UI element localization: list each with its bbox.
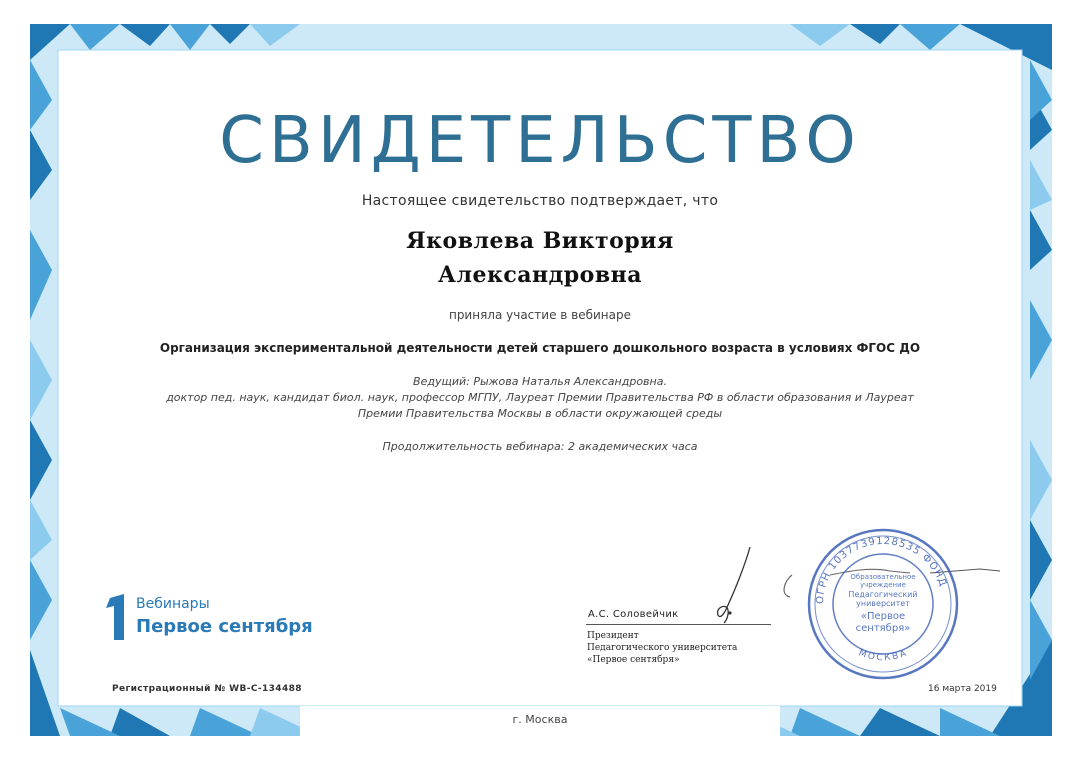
position-line3: «Первое сентября»	[587, 655, 680, 665]
stamp-line5: «Первое	[860, 611, 906, 622]
stamp-line4: университет	[856, 599, 910, 608]
logo-line1: Вебинары	[136, 596, 210, 612]
position-line2: Педагогического университета	[587, 643, 738, 653]
city-text: г. Москва	[512, 713, 568, 726]
signature-line	[586, 624, 771, 625]
official-stamp	[806, 527, 960, 681]
stamp-line6: сентября»	[855, 623, 911, 634]
webinar-title: Организация экспериментальной деятельности детей старшего дошкольного возраста в условиях ФГОС ДО	[159, 341, 921, 355]
stamp-line2: учреждение	[860, 581, 906, 589]
stamp-line1: Образовательное	[850, 573, 916, 581]
stamp-city: МОСКВА	[857, 648, 910, 664]
recipient-name-line1: Яковлева Виктория	[406, 228, 674, 254]
stamp-line3: Педагогический	[848, 590, 918, 599]
signer-position	[587, 630, 737, 666]
issue-date: 16 марта 2019	[928, 684, 997, 694]
svg-text:МОСКВА	[857, 648, 910, 663]
host-text: Ведущий: Рыжова Наталья Александровна.	[413, 375, 667, 388]
recipient-name-line2: Александровна	[438, 262, 642, 288]
stamp-ring-text: ОГРН 1037739128535 ФОНД	[814, 535, 949, 605]
position-line1: Президент	[587, 631, 639, 641]
registration-number: Регистрационный № WB-С-134488	[112, 684, 302, 694]
logo-icon	[106, 594, 128, 640]
participation-text: приняла участие в вебинаре	[448, 308, 632, 322]
duration-text: Продолжительность вебинара: 2 академических часа	[382, 440, 698, 453]
certificate-title: СВИДЕТЕЛЬСТВО	[219, 104, 861, 178]
credentials-line2: Премии Правительства Москвы в области окружающей среды	[357, 407, 723, 420]
logo-line2: Первое сентября	[136, 616, 313, 637]
credentials-line1: доктор пед. наук, кандидат биол. наук, профессор МГПУ, Лауреат Премии Правительства РФ в области образования и Лауреат	[166, 391, 914, 404]
signer-name: А.С. Соловейчик	[588, 609, 679, 620]
confirm-text: Настоящее свидетельство подтверждает, что	[361, 193, 719, 209]
